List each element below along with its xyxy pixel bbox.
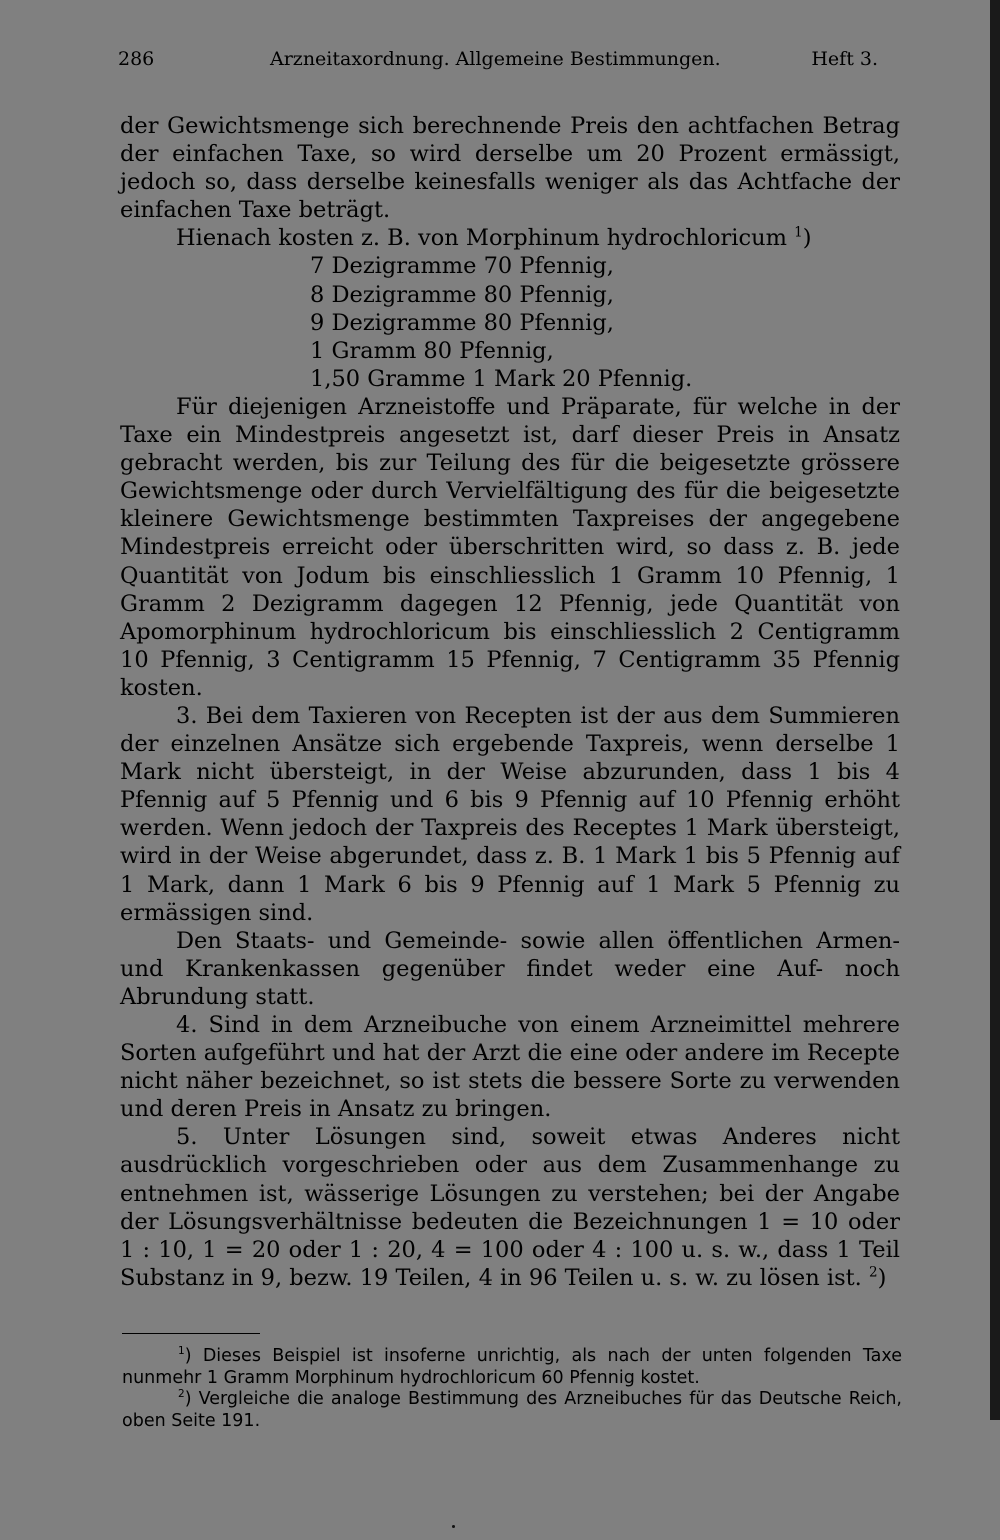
paragraph-section-3: 3. Bei dem Taxieren von Recepten ist der aus dem Summieren der einzelnen Ansätze sich ergebende Taxpreis, wenn derselbe 1 Mark nicht übersteigt, in der Weise abzurunden, dass 1 bis 4 Pfennig auf 5 Pfennig und 6 bis 9 Pfennig auf 10 Pfennig erhöht werden. Wenn jedoch der Taxpreis des Receptes 1 Mark übersteigt, wird in der Weise abgerundet, dass z. B. 1 Mark 1 bis 5 Pfennig auf 1 Mark, dann 1 Mark 6 bis 9 Pfennig auf 1 Mark 5 Pfennig zu ermässigen sind.: [120, 702, 900, 926]
paragraph-example-intro: [120, 224, 900, 252]
running-header: [118, 48, 878, 78]
example-line: 1,50 Gramme 1 Mark 20 Pfennig.: [310, 365, 693, 392]
footnote-ref-1[interactable]: 1: [794, 224, 803, 241]
footnote-2: [122, 1389, 902, 1432]
issue-label: Heft 3.: [811, 48, 878, 70]
paragraph-section-5: [120, 1123, 900, 1292]
footnote-ref-1-paren: ): [802, 225, 812, 252]
paragraph-mindestpreis: Für diejenigen Arzneistoffe und Präparate, für welche in der Taxe ein Mindestpreis angesetzt ist, darf dieser Preis in Ansatz gebracht werden, bis zur Teilung des für die beigesetzte grössere Gewichtsmenge oder durch Vervielfältigung des für die beigesetzte kleinere Gewichtsmenge bestimmten Taxpreises der angegebene Mindestpreis erreicht oder überschritten wird, so dass z. B. jede Quantität von Jodum bis einschliesslich 1 Gramm 10 Pfennig, 1 Gramm 2 Dezigramm dagegen 12 Pfennig, jede Quantität von Apomorphinum hydrochloricum bis einschliesslich 2 Centigramm 10 Pfennig, 3 Centigramm 15 Pfennig, 7 Centigramm 35 Pfennig kosten.: [120, 393, 900, 701]
body-text: [120, 112, 900, 1292]
footnote-divider: [122, 1333, 260, 1334]
example-line: 8 Dezigramme 80 Pfennig,: [310, 281, 614, 308]
running-title: Arzneitaxordnung. Allgemeine Bestimmungen.: [270, 48, 721, 70]
example-line: 9 Dezigramme 80 Pfennig,: [310, 309, 614, 336]
scan-speck: [452, 1525, 455, 1528]
footnote-1-marker: 1: [178, 1345, 185, 1358]
footnotes: [122, 1346, 902, 1432]
footnote-2-marker: 2: [178, 1388, 185, 1401]
example-intro-text: Hienach kosten z. B. von Morphinum hydrochloricum: [176, 225, 787, 252]
page-number: 286: [118, 48, 155, 70]
example-line: 7 Dezigramme 70 Pfennig,: [310, 253, 614, 280]
scan-edge-shadow: [990, 0, 1000, 1420]
footnote-ref-2[interactable]: 2: [869, 1264, 878, 1281]
paragraph-section-4: 4. Sind in dem Arzneibuche von einem Arzneimittel mehrere Sorten aufgeführt und hat der Arzt die eine oder andere im Recepte nicht näher bezeichnet, so ist stets die bessere Sorte zu verwenden und deren Preis in Ansatz zu bringen.: [120, 1012, 900, 1123]
footnote-2-text: ) Vergleiche die analoge Bestimmung des Arzneibuches für das Deutsche Reich, oben Seite 191.: [122, 1389, 902, 1431]
footnote-ref-2-paren: ): [877, 1264, 887, 1291]
section-5-text: 5. Unter Lösungen sind, soweit etwas Anderes nicht ausdrücklich vorgeschrieben oder aus dem Zusammenhange zu entnehmen ist, wässerige Lösungen zu verstehen; bei der Angabe der Lösungsverhältnisse bedeuten die Bezeichnungen 1 = 10 oder 1 : 10, 1 = 20 oder 1 : 20, 4 = 100 oder 4 : 100 u. s. w., dass 1 Teil Substanz in 9, bezw. 19 Teilen, 4 in 96 Teilen u. s. w. zu lösen ist.: [120, 1124, 900, 1291]
paragraph-continuation: der Gewichtsmenge sich berechnende Preis den achtfachen Betrag der einfachen Taxe, so wird derselbe um 20 Prozent ermässigt, jedoch so, dass derselbe keinesfalls weniger als das Achtfache der einfachen Taxe beträgt.: [120, 113, 900, 224]
example-line: 1 Gramm 80 Pfennig,: [310, 337, 554, 364]
footnote-1-text: ) Dieses Beispiel ist insoferne unrichtig, als nach der unten folgenden Taxe nunmehr 1 Gramm Morphinum hydrochloricum 60 Pfennig kostet.: [122, 1346, 902, 1388]
paragraph-kassen: Den Staats- und Gemeinde- sowie allen öffentlichen Armen- und Krankenkassen gegenüber findet weder eine Auf- noch Abrundung statt.: [120, 927, 900, 1010]
price-examples: [310, 252, 900, 392]
footnote-1: [122, 1346, 902, 1389]
